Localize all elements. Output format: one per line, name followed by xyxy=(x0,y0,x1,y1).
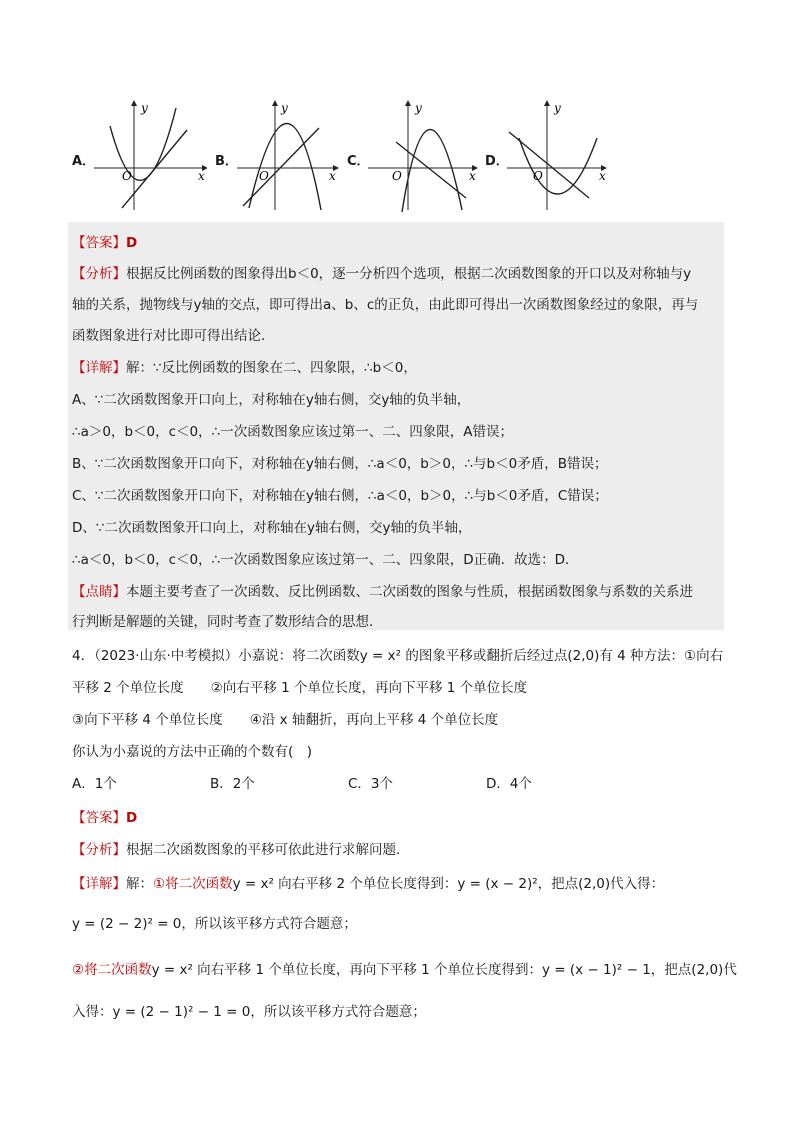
q4-detail-tag: 【详解】 xyxy=(72,876,126,892)
q3-comment-line-1: 【点睛】本题主要考查了一次函数、反比例函数、二次函数的图象与性质，根据函数图象与系数的关系进 xyxy=(72,584,693,600)
q3-analysis-tag: 【分析】 xyxy=(72,266,126,282)
q4-answer-value: D xyxy=(126,810,138,826)
q3-answer-tag: 【答案】 xyxy=(72,235,126,251)
figure-d-o: O xyxy=(533,169,543,183)
q4-choice-c: C．3个 xyxy=(348,776,394,792)
q4-answer xyxy=(72,806,137,826)
q3-detail-line-5: C、∵二次函数图象开口向下，对称轴在y轴右侧，∴a＜0，b＞0，∴与b＜0矛盾，C错误； xyxy=(72,488,608,504)
figure-a-o: O xyxy=(122,169,132,183)
figure-b-x: x xyxy=(329,169,336,183)
q3-answer-value: D xyxy=(126,235,138,251)
q4-choice-a: A．1个 xyxy=(72,776,117,792)
q4-stem-line-2: 平移 2 个单位长度 ②向右平移 1 个单位长度，再向下平移 1 个单位长度 xyxy=(72,680,528,696)
q3-answer xyxy=(72,231,137,251)
q3-analysis-line-2: 轴的关系，抛物线与y轴的交点，即可得出a、b、c的正负，由此即可得出一次函数图象经过的象限，再与 xyxy=(72,297,699,313)
figure-b-o: O xyxy=(259,169,269,183)
q3-analysis-line-3: 函数图象进行对比即可得出结论． xyxy=(72,328,275,344)
q4-analysis: 【分析】根据二次函数图象的平移可依此进行求解问题． xyxy=(72,842,410,858)
option-b-label: B． xyxy=(215,154,238,169)
figure-b xyxy=(235,98,350,213)
figure-c-y: y xyxy=(415,101,422,115)
q3-detail-tag: 【详解】 xyxy=(72,360,126,376)
q4-stem-line-1: 4．（2023·山东·中考模拟）小嘉说：将二次函数y = x² 的图象平移或翻折后经过点(2,0)有 4 种方法：①向右 xyxy=(72,648,724,664)
q4-analysis-tag: 【分析】 xyxy=(72,842,126,858)
q3-comment-line-2: 行判断是解题的关键，同时考查了数形结合的思想． xyxy=(72,614,383,630)
q3-analysis-line-1: 【分析】根据反比例函数的图象得出b＜0，逐一分析四个选项，根据二次函数图象的开口以及对称轴与y xyxy=(72,266,692,282)
q3-detail-line-6: D、∵二次函数图象开口向上，对称轴在y轴右侧，交y轴的负半轴， xyxy=(72,520,472,536)
q3-detail-line-4: B、∵二次函数图象开口向下，对称轴在y轴右侧，∴a＜0，b＞0，∴与b＜0矛盾，B错误； xyxy=(72,456,608,472)
q3-comment-tag: 【点睛】 xyxy=(72,584,126,600)
q3-detail-line-1: 【详解】解：∵反比例函数的图象在二、四象限，∴b＜0， xyxy=(72,360,417,376)
figure-c xyxy=(366,98,481,213)
figure-b-y: y xyxy=(281,101,288,115)
figure-d xyxy=(505,98,620,213)
option-d-label: D． xyxy=(485,154,509,169)
figure-c-x: x xyxy=(469,169,476,183)
q4-stem-line-4: 你认为小嘉说的方法中正确的个数有( ) xyxy=(72,744,313,760)
figure-a-y: y xyxy=(141,101,148,115)
q4-detail-line-1: 【详解】解：①将二次函数y = x² 向右平移 2 个单位长度得到：y = (x − 2)²，把点(2,0)代入得： xyxy=(72,876,665,892)
q4-stem-line-3: ③向下平移 4 个单位长度 ④沿 x 轴翻折，再向上平移 4 个单位长度 xyxy=(72,712,499,728)
q3-detail-line-7: ∴a＜0，b＜0，c＜0，∴一次函数图象应该过第一、二、四象限，D正确．故选：D． xyxy=(72,552,579,568)
q4-choice-d: D．4个 xyxy=(486,776,532,792)
option-c-label: C． xyxy=(347,154,370,169)
q4-choice-b: B．2个 xyxy=(210,776,255,792)
option-a-label: A． xyxy=(72,154,96,169)
q3-detail-line-2: A、∵二次函数图象开口向上，对称轴在y轴右侧，交y轴的负半轴， xyxy=(72,392,471,408)
figure-a xyxy=(92,98,207,213)
q4-detail-line-3: ②将二次函数y = x² 向右平移 1 个单位长度，再向下平移 1 个单位长度得到：y = (x − 1)² − 1，把点(2,0)代 xyxy=(72,962,737,978)
q3-detail-line-3: ∴a＞0，b＜0，c＜0，∴一次函数图象应该过第一、二、四象限，A错误； xyxy=(72,424,513,440)
figure-d-x: x xyxy=(599,169,606,183)
figure-a-x: x xyxy=(198,169,205,183)
figure-d-y: y xyxy=(554,101,561,115)
q4-detail-line-4: 入得：y = (2 − 1)² − 1 = 0，所以该平移方式符合题意； xyxy=(72,1004,426,1020)
figure-c-o: O xyxy=(392,169,402,183)
q4-answer-tag: 【答案】 xyxy=(72,810,126,826)
q4-detail-line-2: y = (2 − 2)² = 0，所以该平移方式符合题意； xyxy=(72,916,357,932)
